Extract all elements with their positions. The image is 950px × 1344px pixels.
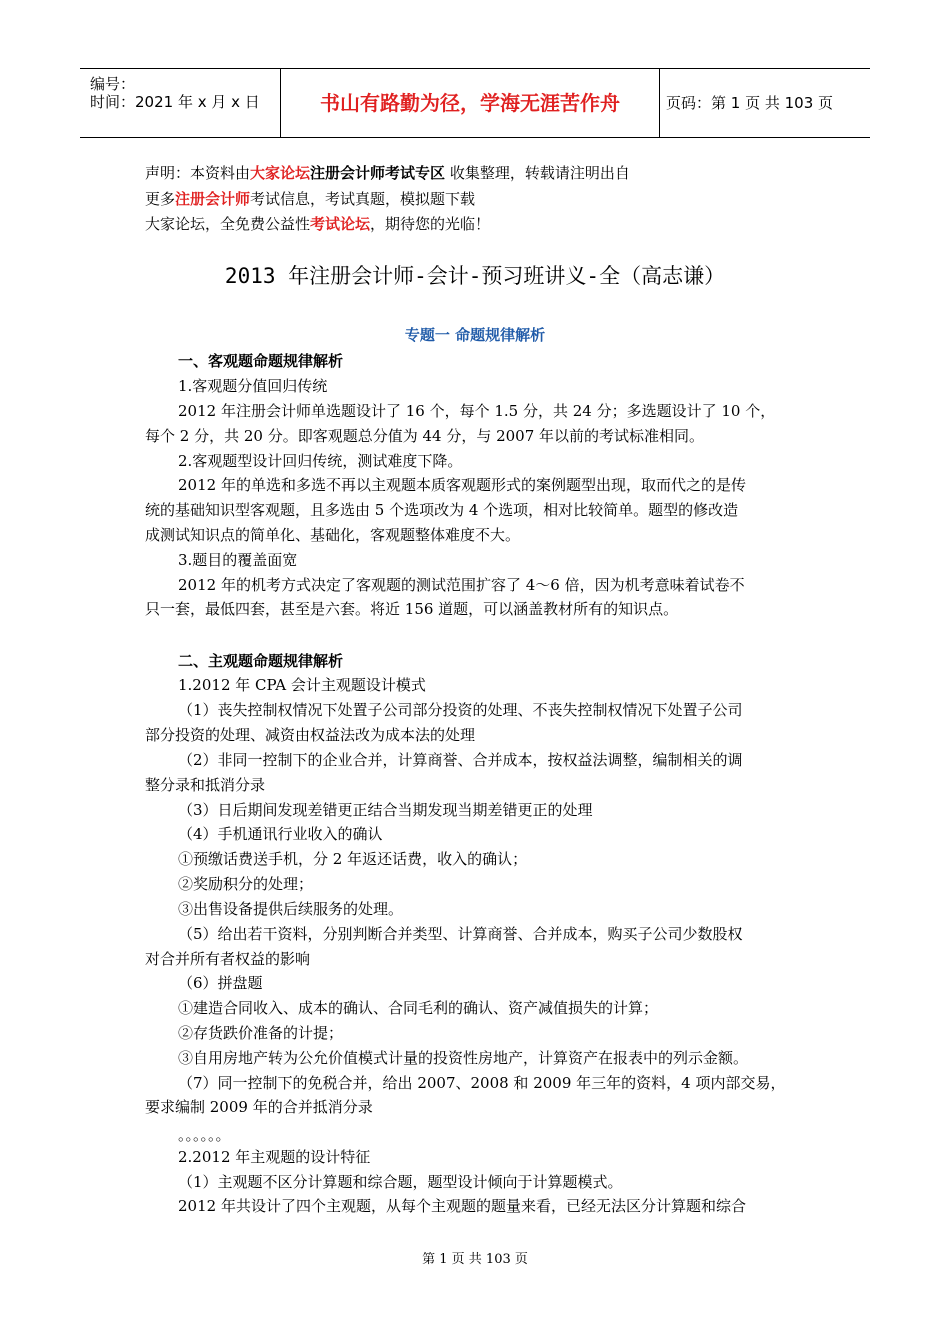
forum-link[interactable]: 大家论坛 [250,164,311,182]
paragraph-line: ①预缴话费送手机，分 2 年返还话费，收入的确认； [178,850,528,868]
section-heading: 一、客观题命题规律解析 [178,352,344,370]
number-label: 编号： [90,75,136,93]
paragraph-line: 每个 2 分，共 20 分。即客观题总分值为 44 分，与 2007 年以前的考试标准相同。 [145,427,705,445]
statement-line-3 [145,213,490,234]
paragraph-line: （3）日后期间发现差错更正结合当期发现当期差错更正的处理 [178,801,593,819]
document-title: 2013 年注册会计师-会计-预习班讲义-全（高志谦） [224,264,726,288]
statement-text: ，期待您的光临！ [370,215,491,233]
paragraph-line: 整分录和抵消分录 [145,776,266,794]
paragraph-line: ①建造合同收入、成本的确认、合同毛利的确认、资产减值损失的计算； [178,999,659,1017]
exam-forum-link[interactable]: 考试论坛 [310,215,371,233]
paragraph-line: 2.客观题型设计回归传统，测试难度下降。 [178,452,463,470]
paragraph-line: ②奖励积分的处理； [178,875,314,893]
paragraph-line: （7）同一控制下的免税合并，给出 2007、2008 和 2009 年三年的资料，4 项内部交易， [178,1074,786,1092]
paragraph-line: 对合并所有者权益的影响 [145,950,311,968]
topic-heading: 专题一 命题规律解析 [404,326,546,344]
statement-text: 更多 [145,190,176,208]
paragraph-line: 部分投资的处理、减资由权益法改为成本法的处理 [145,726,476,744]
header-meta-cell [80,69,281,137]
paragraph-line: ②存货跌价准备的计提； [178,1024,344,1042]
cpa-link[interactable]: 注册会计师 [175,190,251,208]
paragraph-line: 2012 年共设计了四个主观题，从每个主观题的题量来看，已经无法区分计算题和综合 [178,1197,746,1215]
time-label: 时间：2021 年 x 月 x 日 [90,93,260,111]
header-table [80,68,870,138]
paragraph-line: （1）主观题不区分计算题和综合题，题型设计倾向于计算题模式。 [178,1173,623,1191]
paragraph-line: ③自用房地产转为公允价值模式计量的投资性房地产，计算资产在报表中的列示金额。 [178,1049,749,1067]
paragraph-line: 1.2012 年 CPA 会计主观题设计模式 [178,676,426,694]
statement-text: 声明：本资料由 [145,164,251,182]
paragraph-line: （6）拼盘题 [178,974,263,992]
paragraph-line: 2012 年的单选和多选不再以主观题本质客观题形式的案例题型出现，取而代之的是传 [178,476,746,494]
ellipsis-line: 。。。。。。 [178,1126,231,1144]
paragraph-line: 2012 年的机考方式决定了客观题的测试范围扩容了 4～6 倍，因为机考意味着试卷不 [178,576,745,594]
paragraph-line: 2.2012 年主观题的设计特征 [178,1148,371,1166]
paragraph-line: （5）给出若干资料，分别判断合并类型、计算商誉、合并成本，购买子公司少数股权 [178,925,743,943]
paragraph-line: 只一套，最低四套，甚至是六套。将近 156 道题，可以涵盖教材所有的知识点。 [145,600,679,618]
paragraph-line: 1.客观题分值回归传统 [178,377,328,395]
paragraph-line: 要求编制 2009 年的合并抵消分录 [145,1098,373,1116]
paragraph-line: （1）丧失控制权情况下处置子公司部分投资的处理、不丧失控制权情况下处置子公司 [178,701,743,719]
page-footer: 第 1 页 共 103 页 [422,1252,528,1267]
header-motto: 书山有路勤为径，学海无涯苦作舟 [281,69,660,137]
paragraph-line: ③出售设备提供后续服务的处理。 [178,900,404,918]
statement-text: 收集整理，转载请注明出自 [445,164,630,182]
statement-text: 大家论坛，全免费公益性 [145,215,311,233]
header-page-info: 页码：第 1 页 共 103 页 [666,94,834,112]
paragraph-line: 3.题目的覆盖面宽 [178,551,298,569]
paragraph-line: 统的基础知识型客观题，且多选由 5 个选项改为 4 个选项，相对比较简单。题型的修改造 [145,501,739,519]
statement-text: 考试信息，考试真题，模拟题下载 [250,190,476,208]
statement-line-2 [145,188,475,209]
exam-zone-text: 注册会计师考试专区 [310,164,446,182]
paragraph-line: 成测试知识点的简单化、基础化，客观题整体难度不大。 [145,526,521,544]
section-heading: 二、主观题命题规律解析 [178,652,344,670]
statement-line-1 [145,162,630,183]
paragraph-line: （4）手机通讯行业收入的确认 [178,825,383,843]
paragraph-line: （2）非同一控制下的企业合并，计算商誉、合并成本，按权益法调整，编制相关的调 [178,751,743,769]
paragraph-line: 2012 年注册会计师单选题设计了 16 个，每个 1.5 分，共 24 分；多选题设计了 10 个， [178,402,776,420]
